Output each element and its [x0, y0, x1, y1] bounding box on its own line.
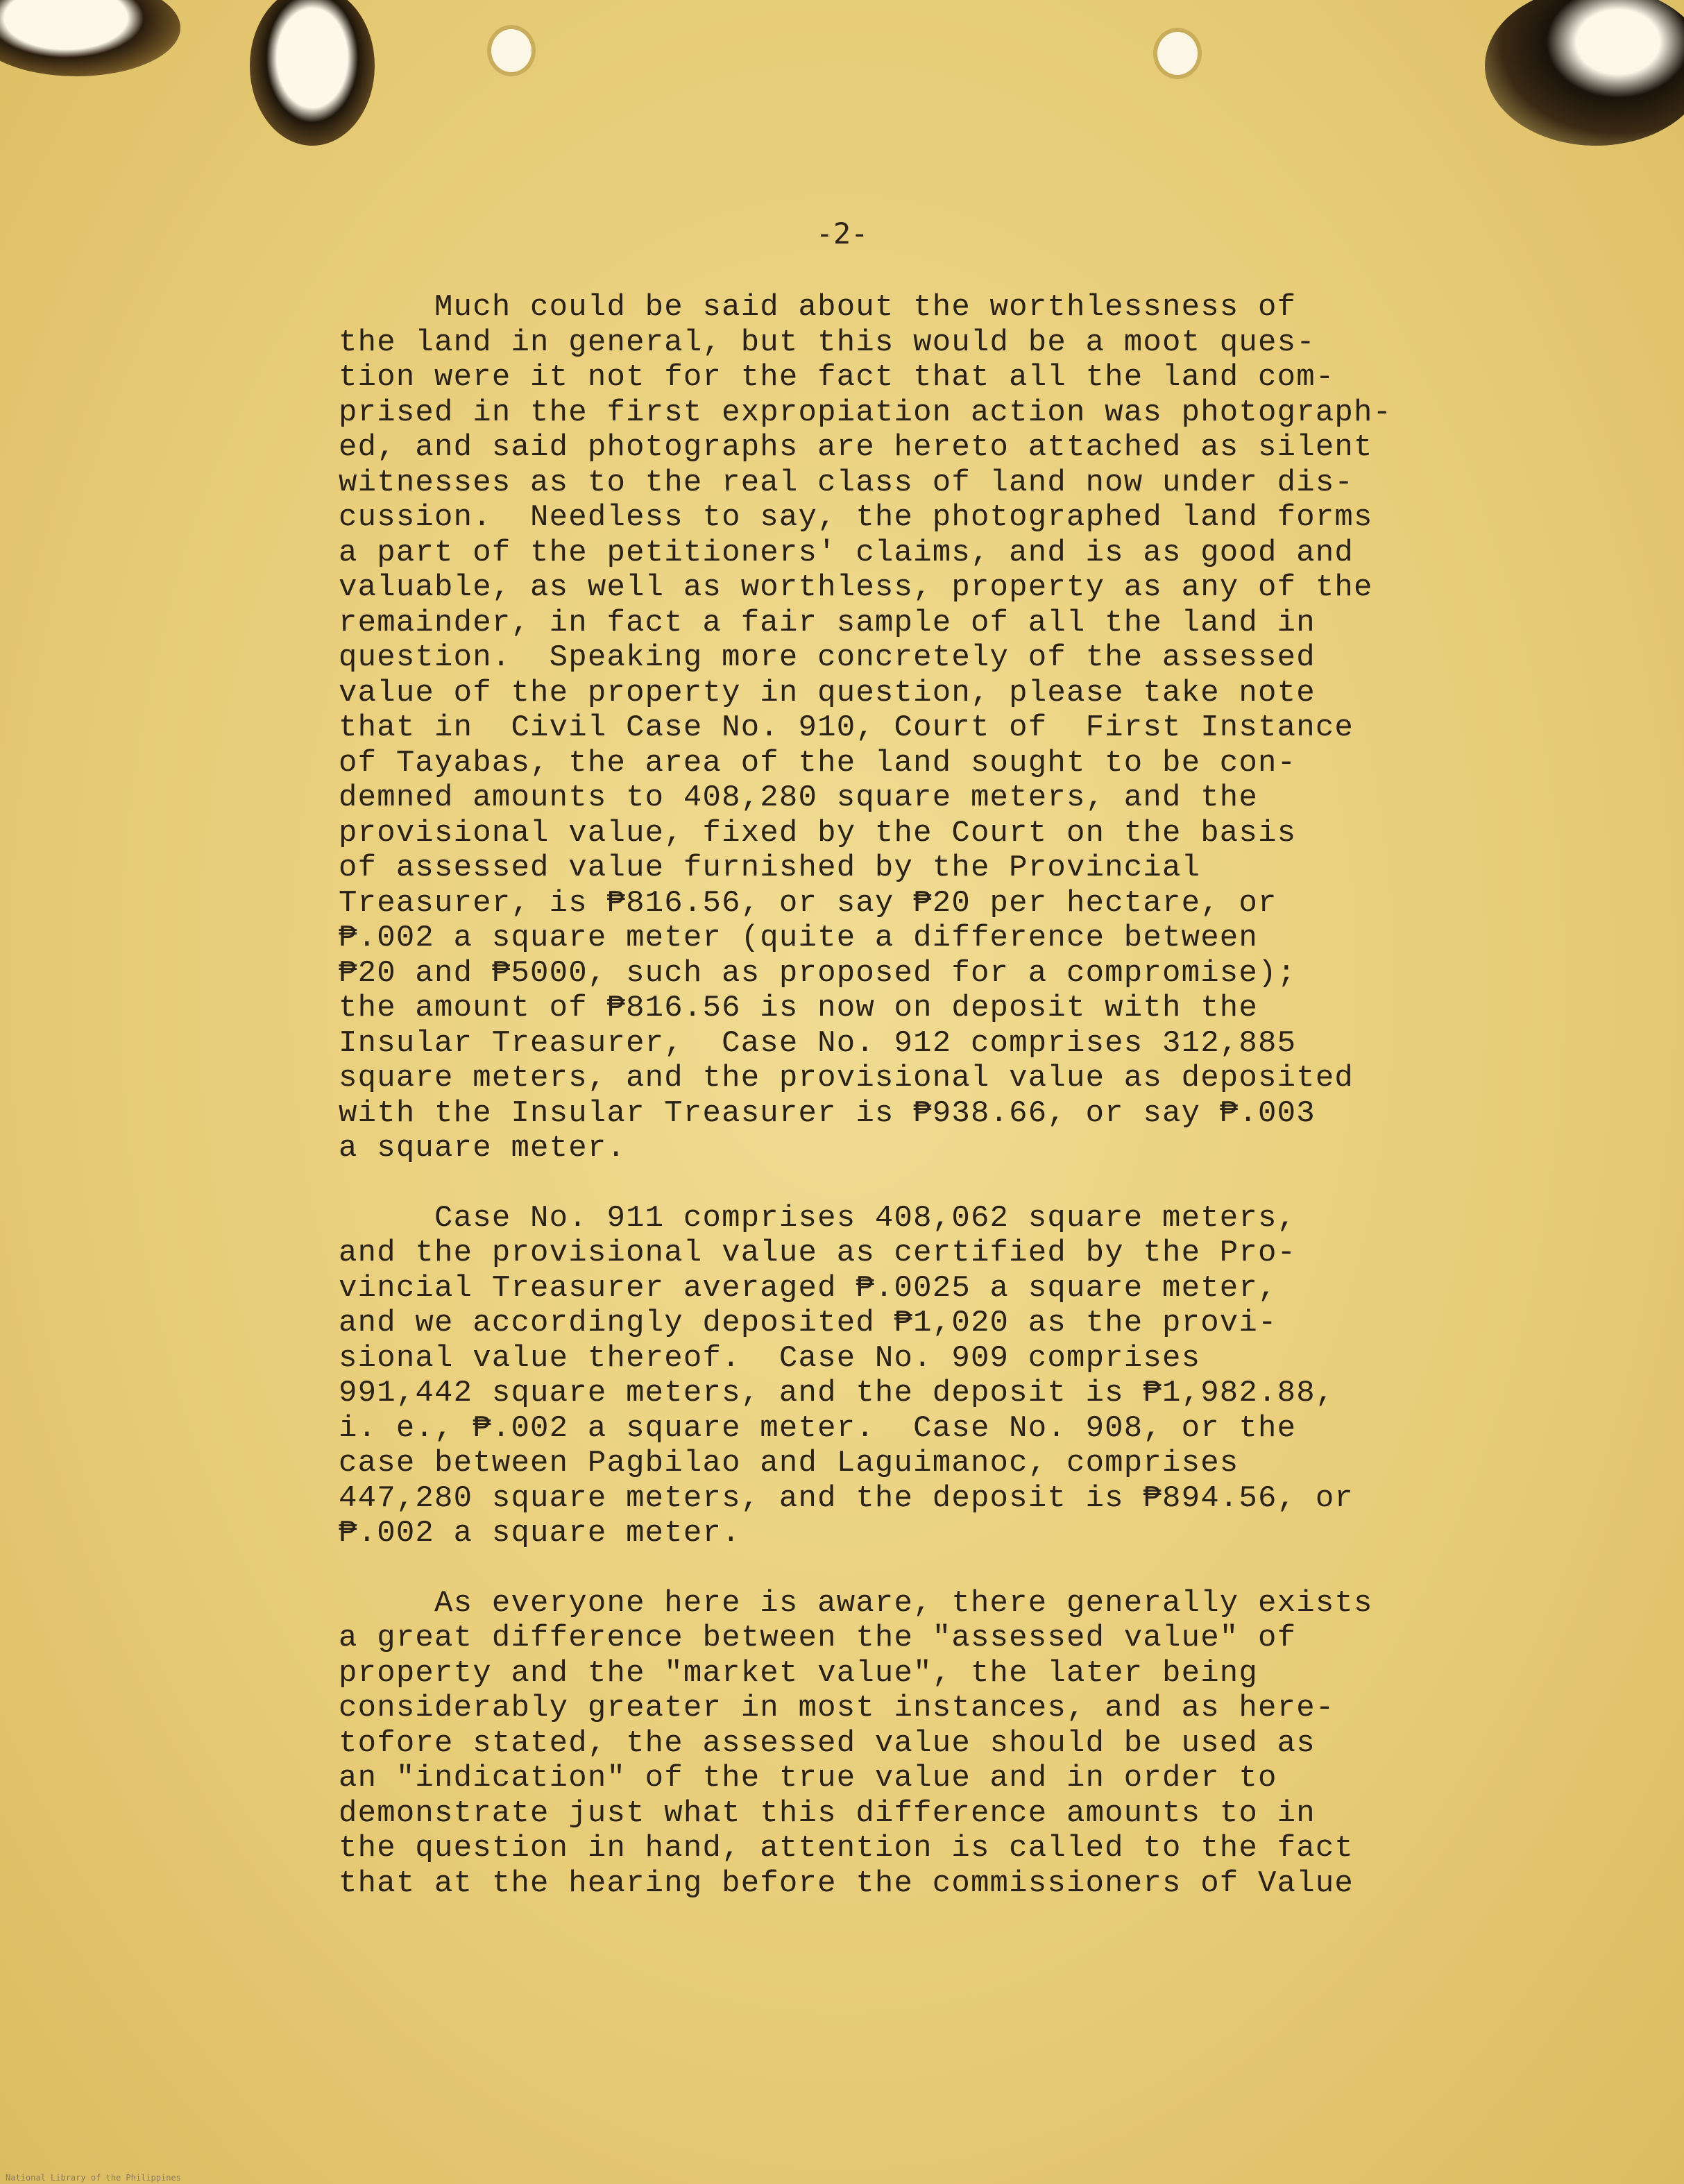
- paragraph-1: [339, 290, 1518, 1166]
- binder-hole-left: [491, 29, 531, 72]
- text-line: ed, and said photographs are hereto attached as silent: [339, 430, 1373, 465]
- page-number: -2-: [815, 216, 869, 250]
- text-line: tofore stated, the assessed value should be used as: [339, 1725, 1316, 1761]
- text-line: a square meter.: [339, 1131, 627, 1166]
- text-line: sional value thereof. Case No. 909 comprises: [339, 1340, 1201, 1376]
- body-text: [339, 290, 1518, 1936]
- text-line: i. e., ₱.002 a square meter. Case No. 908, or the: [339, 1410, 1297, 1446]
- text-line: with the Insular Treasurer is ₱938.66, or say ₱.003: [339, 1095, 1316, 1131]
- text-line: As everyone here is aware, there generally exists: [339, 1585, 1373, 1621]
- text-line: and the provisional value as certified by the Pro-: [339, 1236, 1297, 1270]
- text-line: Much could be said about the worthlessness of: [339, 290, 1297, 325]
- text-line: question. Speaking more concretely of the assessed: [339, 640, 1316, 675]
- text-line: the question in hand, attention is called to the fact: [339, 1831, 1354, 1866]
- archive-footer: National Library of the Philippines: [6, 2173, 181, 2183]
- text-line: that in Civil Case No. 910, Court of First Instance: [339, 710, 1354, 745]
- text-line: provisional value, fixed by the Court on the basis: [339, 815, 1297, 851]
- text-line: ₱.002 a square meter (quite a difference between: [339, 921, 1259, 955]
- text-line: the amount of ₱816.56 is now on deposit with the: [339, 991, 1259, 1025]
- text-line: value of the property in question, please take note: [339, 675, 1316, 710]
- text-line: an "indication" of the true value and in order to: [339, 1761, 1277, 1795]
- text-line: considerably greater in most instances, and as here-: [339, 1691, 1335, 1725]
- text-line: ₱.002 a square meter.: [339, 1516, 741, 1551]
- text-line: remainder, in fact a fair sample of all the land in: [339, 605, 1316, 640]
- text-line: witnesses as to the real class of land now under dis-: [339, 465, 1354, 500]
- text-line: tion were it not for the fact that all the land com-: [339, 360, 1335, 395]
- text-line: Insular Treasurer, Case No. 912 comprises 312,885: [339, 1025, 1297, 1061]
- text-line: 447,280 square meters, and the deposit is ₱894.56, or: [339, 1481, 1354, 1516]
- text-line: of assessed value furnished by the Provincial: [339, 851, 1201, 885]
- burn-mark-top-left-2: [250, 0, 375, 146]
- binder-hole-right: [1157, 32, 1198, 75]
- text-line: Treasurer, is ₱816.56, or say ₱20 per hectare, or: [339, 885, 1277, 921]
- text-line: and we accordingly deposited ₱1,020 as the provi-: [339, 1306, 1277, 1340]
- text-line: valuable, as well as worthless, property as any of the: [339, 570, 1373, 605]
- text-line: demonstrate just what this difference amounts to in: [339, 1795, 1316, 1831]
- text-line: of Tayabas, the area of the land sought to be con-: [339, 745, 1297, 780]
- text-line: a part of the petitioners' claims, and is as good and: [339, 535, 1354, 570]
- text-line: the land in general, but this would be a moot ques-: [339, 325, 1316, 360]
- text-line: a great difference between the "assessed value" of: [339, 1621, 1297, 1655]
- text-line: 991,442 square meters, and the deposit is ₱1,982.88,: [339, 1376, 1335, 1410]
- text-line: property and the "market value", the later being: [339, 1655, 1259, 1691]
- text-line: ₱20 and ₱5000, such as proposed for a compromise);: [339, 955, 1297, 991]
- burn-mark-top-left: [0, 0, 180, 76]
- text-line: demned amounts to 408,280 square meters, and the: [339, 780, 1259, 815]
- text-line: vincial Treasurer averaged ₱.0025 a square meter,: [339, 1270, 1277, 1306]
- text-line: square meters, and the provisional value as deposited: [339, 1061, 1354, 1095]
- burn-mark-top-right: [1485, 0, 1684, 146]
- text-line: prised in the first expropiation action was photograph-: [339, 395, 1393, 430]
- text-line: case between Pagbilao and Laguimanoc, comprises: [339, 1446, 1239, 1481]
- text-line: Case No. 911 comprises 408,062 square meters,: [339, 1200, 1297, 1236]
- text-line: cussion. Needless to say, the photographed land forms: [339, 500, 1373, 535]
- text-line: that at the hearing before the commissioners of Value: [339, 1866, 1354, 1901]
- paragraph-3: [339, 1586, 1518, 1902]
- paragraph-2: [339, 1201, 1518, 1551]
